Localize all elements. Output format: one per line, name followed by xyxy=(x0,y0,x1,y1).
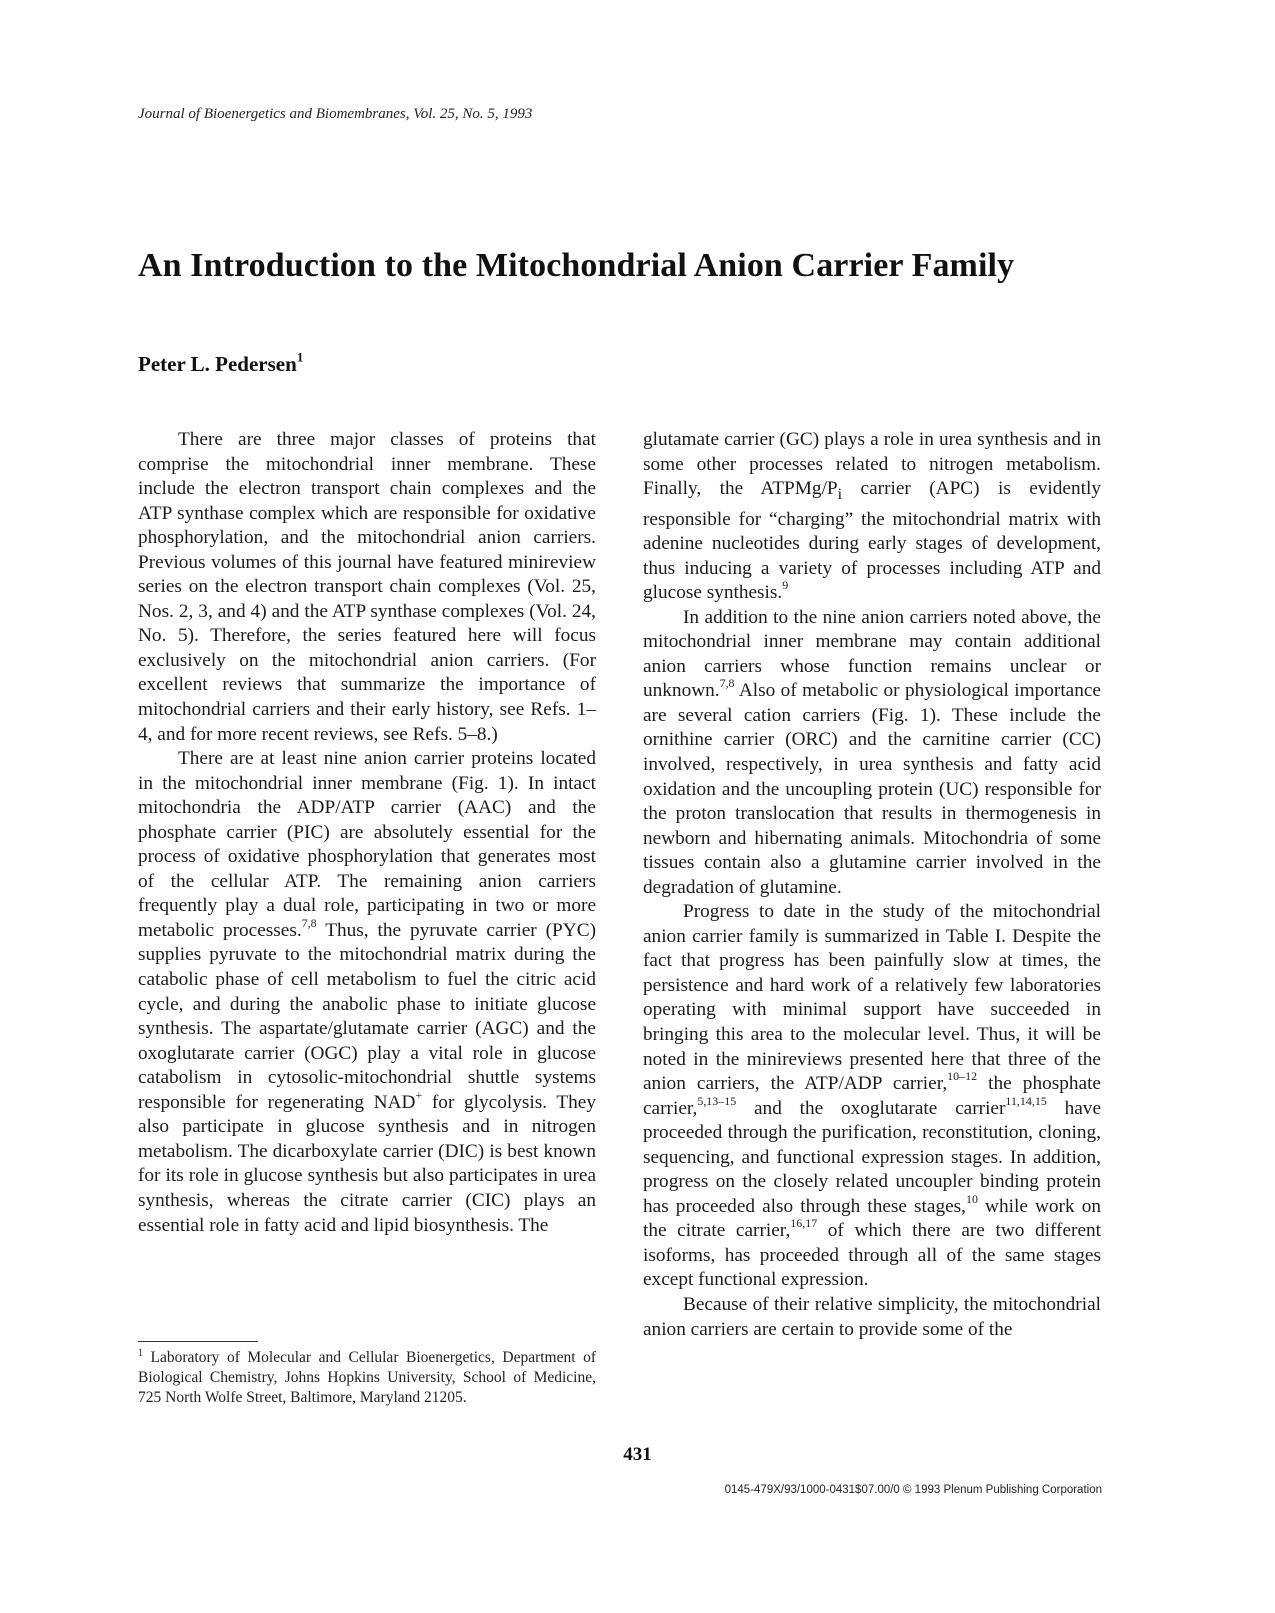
footnote-text: Laboratory of Molecular and Cellular Bioenergetics, Department of Biological Chemistry, Johns Hopkins University, School of Medicine, 725 North Wolfe Street, Baltimore, Maryland 21205. xyxy=(138,1349,596,1406)
text-run: while work on the citrate carrier, xyxy=(643,1195,1101,1242)
text-run: In addition to the nine anion carriers noted above, the mitochondrial inner membrane may contain additional anion carriers whose function remains unclear or unknown. xyxy=(643,606,1101,702)
reference-mark: 10 xyxy=(966,1191,978,1206)
reference-mark: 11,14,15 xyxy=(1005,1093,1047,1108)
right-paragraph-4: Because of their relative simplicity, the mitochondrial anion carriers are certain to provide some of the xyxy=(643,1294,1101,1340)
text-run: Progress to date in the study of the mitochondrial anion carrier family is summarized in Table I. Despite the fact that progress has been painfully slow at times, the persistence and hard work of a relatively few laboratories operating with minimal support have succeeded in bringing this area to the molecular level. Thus, it will be noted in the minireviews presented here that three of the anion carriers, the ATP/ADP carrier, xyxy=(643,901,1101,1095)
text-run: Also of metabolic or physiological importance are several cation carriers (Fig. 1). These include the ornithine carrier (ORC) and the carnitine carrier (CC) involved, respectively, in urea synthesis and fatty acid oxidation and the uncoupling protein (UC) responsible for the proton translocation that results in thermogenesis in newborn and hibernating animals. Mitochondria of some tissues contain also a glutamine carrier involved in the degradation of glutamine. xyxy=(643,680,1101,898)
right-paragraph-3 xyxy=(643,900,1101,1293)
reference-mark: 16,17 xyxy=(790,1216,818,1231)
reference-mark: 7,8 xyxy=(301,915,317,930)
text-run: glutamate carrier (GC) plays a role in urea synthesis and in some other processes related to nitrogen metabolism. Finally, the ATPMg/P xyxy=(643,429,1101,500)
text-run: of which there are two different isoforms, has proceeded through all of the same stages except functional expression. xyxy=(643,1220,1102,1291)
journal-header: Journal of Bioenergetics and Biomembranes, Vol. 25, No. 5, 1993 xyxy=(138,106,533,122)
author-name: Peter L. Pedersen xyxy=(138,352,297,376)
article-title: An Introduction to the Mitochondrial Anion Carrier Family xyxy=(138,247,1015,284)
subscript-i: i xyxy=(837,485,843,503)
left-column xyxy=(138,428,596,1238)
footnote-divider xyxy=(138,1341,258,1342)
reference-mark: 5,13–15 xyxy=(697,1093,737,1108)
page-number: 431 xyxy=(623,1444,652,1465)
superscript-plus: + xyxy=(415,1087,423,1102)
right-paragraph-2 xyxy=(643,606,1101,901)
text-run: the phosphate carrier, xyxy=(643,1073,1101,1119)
reference-mark: 10–12 xyxy=(947,1069,978,1084)
author-line xyxy=(138,349,304,377)
text-run: There are at least nine anion carrier proteins located in the mitochondrial inner membrane (Fig. 1). In intact mitochondria the ADP/ATP carrier (AAC) and the phosphate carrier (PIC) are absolutely essential for the process of oxidative phosphorylation that generates most of the cellular ATP. The remaining anion carriers frequently play a dual role, participating in two or more metabolic processes. xyxy=(138,748,596,941)
left-paragraph-2 xyxy=(138,747,596,1238)
left-paragraph-1: There are three major classes of proteins that comprise the mitochondrial inner membrane. These include the electron transport chain complexes and the ATP synthase complex which are responsible for oxidative phosphorylation, and the mitochondrial anion carriers. Previous volumes of this journal have featured minireview series on the electron transport chain complexes (Vol. 25, Nos. 2, 3, and 4) and the ATP synthase complexes (Vol. 24, No. 5). Therefore, the series featured here will focus exclusively on the mitochondrial anion carriers. (For excellent reviews that summarize the importance of mitochondrial carriers and their early history, see Refs. 1–4, and for more recent reviews, see Refs. 5–8.) xyxy=(138,429,596,745)
reference-mark: 7,8 xyxy=(719,676,735,691)
author-footnote-mark: 1 xyxy=(296,349,304,365)
text-run: and the oxoglutarate carrier xyxy=(736,1097,1006,1119)
text-run: have proceeded through the purification, reconstitution, cloning, sequencing, and functional expression stages. In addition, progress on the closely related uncoupler binding protein has proceeded also through these stages, xyxy=(643,1097,1101,1217)
right-paragraph-1 xyxy=(643,428,1101,606)
text-run: carrier (APC) is evidently responsible for “charging” the mitochondrial matrix with adenine nucleotides during early stages of development, thus inducing a variety of processes including ATP and glucose synthesis. xyxy=(643,478,1101,604)
text-run: for glycolysis. They also participate in glucose synthesis and in nitrogen metabolism. The dicarboxylate carrier (DIC) is best known for its role in glucose synthesis but also participates in urea synthesis, whereas the citrate carrier (CIC) plays an essential role in fatty acid and lipid biosynthesis. The xyxy=(138,1091,596,1236)
text-run: Thus, the pyruvate carrier (PYC) supplies pyruvate to the mitochondrial matrix during the catabolic phase of cell metabolism to fuel the citric acid cycle, and during the anabolic phase to initiate glucose synthesis. The aspartate/glutamate carrier (AGC) and the oxoglutarate carrier (OGC) play a vital role in glucose catabolism in cytosolic-mitochondrial shuttle systems responsible for regenerating NAD xyxy=(138,919,596,1113)
reference-mark: 9 xyxy=(782,578,789,593)
copyright-line: 0145-479X/93/1000-0431$07.00/0 © 1993 Plenum Publishing Corporation xyxy=(724,1484,1102,1496)
affiliation-footnote xyxy=(138,1348,596,1408)
right-column xyxy=(643,428,1101,1342)
footnote-mark: 1 xyxy=(138,1348,143,1359)
